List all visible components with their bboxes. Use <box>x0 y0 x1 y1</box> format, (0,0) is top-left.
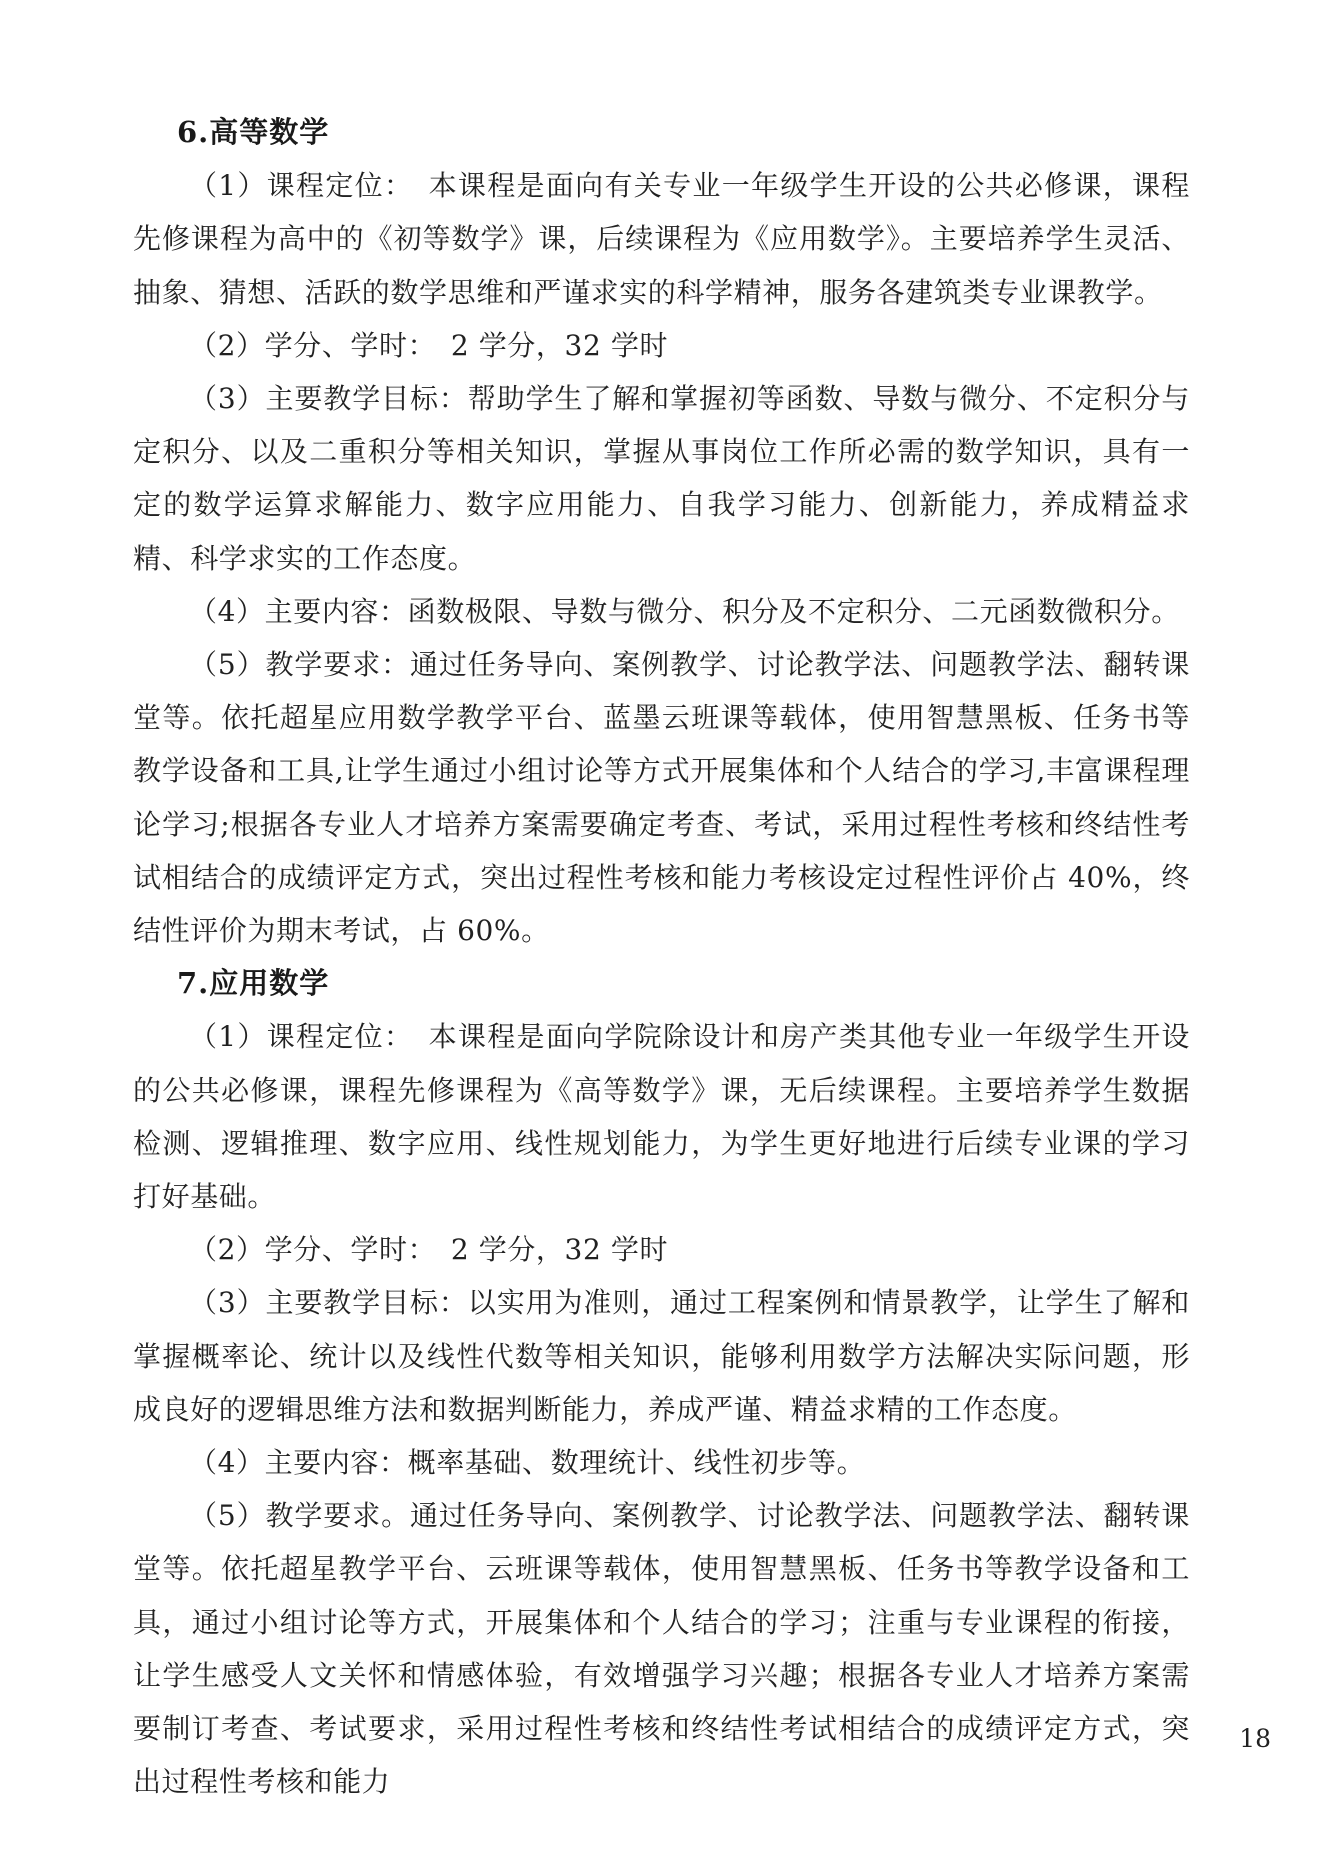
section-applied-math <box>133 957 1190 1808</box>
section-7-heading: 7.应用数学 <box>177 966 330 1001</box>
section-6-paragraph-5: （5）教学要求：通过任务导向、案例教学、讨论教学法、问题教学法、翻转课堂等。依托超星应用数学教学平台、蓝墨云班课等载体，使用智慧黑板、任务书等教学设备和工具,让学生通过小组讨论等方式开展集体和个人结合的学习,丰富课程理论学习;根据各专业人才培养方案需要确定考查、考试，采用过程性考核和终结性考试相结合的成绩评定方式，突出过程性考核和能力考核设定过程性评价占 40%，终结性评价为期末考试，占 60%。 <box>133 648 1190 948</box>
section-6-paragraph-3: （3）主要教学目标：帮助学生了解和掌握初等函数、导数与微分、不定积分与定积分、以及二重积分等相关知识，掌握从事岗位工作所必需的数学知识，具有一定的数学运算求解能力、数字应用能力、自我学习能力、创新能力，养成精益求精、科学求实的工作态度。 <box>133 382 1190 575</box>
section-7-paragraph-1: （1）课程定位： 本课程是面向学院除设计和房产类其他专业一年级学生开设的公共必修课，课程先修课程为《高等数学》课，无后续课程。主要培养学生数据检测、逻辑推理、数字应用、线性规划能力，为学生更好地进行后续专业课的学习打好基础。 <box>133 1020 1190 1214</box>
section-7-paragraph-5: （5）教学要求。通过任务导向、案例教学、讨论教学法、问题教学法、翻转课堂等。依托超星教学平台、云班课等载体，使用智慧黑板、任务书等教学设备和工具，通过小组讨论等方式，开展集体和个人结合的学习；注重与专业课程的衔接，让学生感受人文关怀和情感体验，有效增强学习兴趣；根据各专业人才培养方案需要制订考查、考试要求，采用过程性考核和终结性考试相结合的成绩评定方式，突出过程性考核和能力 <box>133 1499 1190 1799</box>
section-7-paragraph-4: （4）主要内容：概率基础、数理统计、线性初步等。 <box>189 1446 866 1480</box>
section-7-paragraph-3: （3）主要教学目标：以实用为准则，通过工程案例和情景教学，让学生了解和掌握概率论、统计以及线性代数等相关知识，能够利用数学方法解决实际问题，形成良好的逻辑思维方法和数据判断能力，养成严谨、精益求精的工作态度。 <box>133 1286 1190 1426</box>
section-6-heading: 6.高等数学 <box>177 115 330 149</box>
section-6-paragraph-2: （2）学分、学时： 2 学分，32 学时 <box>189 328 669 362</box>
section-7-paragraph-2: （2）学分、学时： 2 学分，32 学时 <box>189 1233 669 1267</box>
section-6-paragraph-4: （4）主要内容：函数极限、导数与微分、积分及不定积分、二元函数微积分。 <box>189 594 1180 628</box>
section-advanced-math <box>133 106 1190 957</box>
section-6-paragraph-1: （1）课程定位： 本课程是面向有关专业一年级学生开设的公共必修课，课程先修课程为高中的《初等数学》课，后续课程为《应用数学》。主要培养学生灵活、抽象、猜想、活跃的数学思维和严谨求实的科学精神，服务各建筑类专业课教学。 <box>133 169 1190 309</box>
page-number: 18 <box>1239 1724 1271 1753</box>
